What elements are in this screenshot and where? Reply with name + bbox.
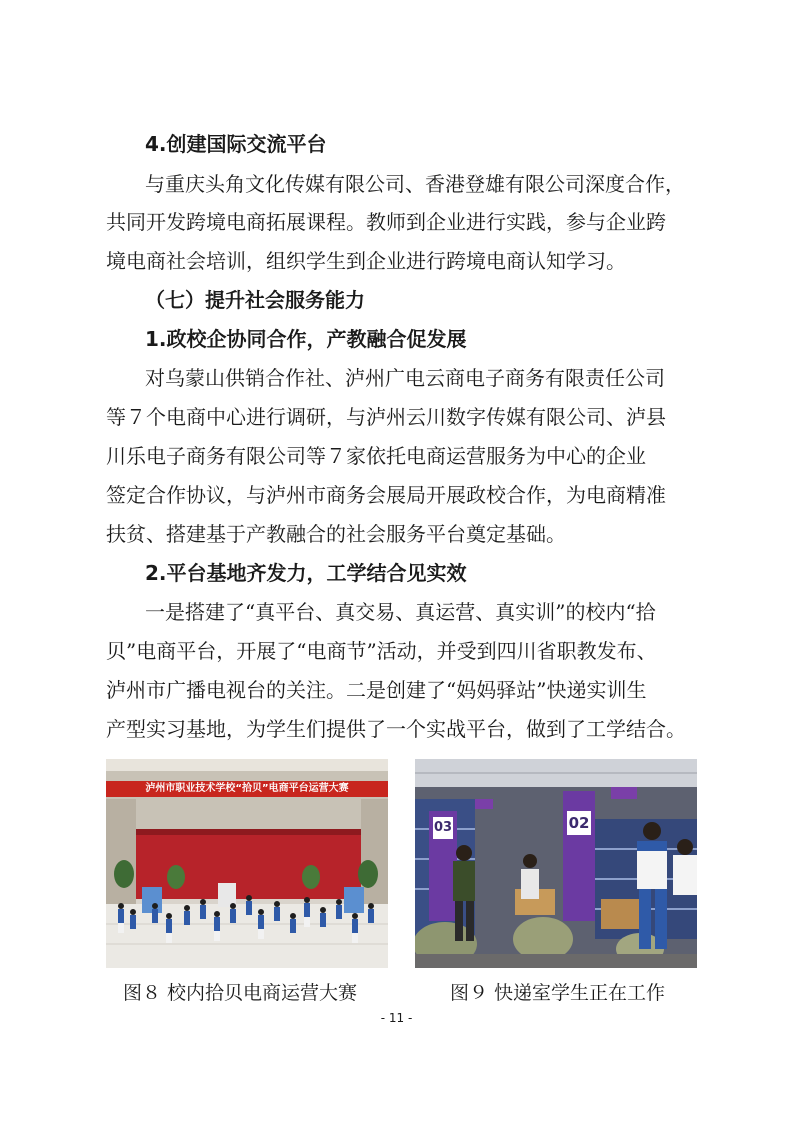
heading-platform-base: 2.平台基地齐发力，工学结合见实效	[145, 561, 467, 585]
paragraph-line: 泸州市广播电视台的关注。二是创建了“妈妈驿站”快递实训生	[106, 678, 647, 702]
paragraph-line: 等７个电商中心进行调研，与泸州云川数字传媒有限公司、泸县	[106, 405, 666, 429]
heading-intl-platform: 4.创建国际交流平台	[145, 132, 327, 156]
figure-8-caption: 图８ 校内拾贝电商运营大赛	[123, 982, 358, 1004]
figure-8-banner: 泸州市职业技术学校“拾贝”电商平台运营大赛	[145, 783, 349, 794]
paragraph-line: 对乌蒙山供销合作社、泸州广电云商电子商务有限责任公司	[145, 366, 665, 390]
paragraph-line: 产型实习基地，为学生们提供了一个实战平台，做到了工学结合。	[106, 717, 686, 741]
paragraph-line: 一是搭建了“真平台、真交易、真运营、真实训”的校内“拾	[145, 600, 656, 624]
paragraph-line: 共同开发跨境电商拓展课程。教师到企业进行实践，参与企业跨	[106, 210, 666, 234]
heading-cooperation: 1.政校企协同合作，产教融合促发展	[145, 327, 467, 351]
shelf-sign-b: 02	[568, 814, 590, 832]
paragraph-line: 与重庆头角文化传媒有限公司、香港登雄有限公司深度合作，	[145, 172, 685, 196]
paragraph-line: 境电商社会培训，组织学生到企业进行跨境电商认知学习。	[106, 249, 626, 273]
paragraph-line: 川乐电子商务有限公司等７家依托电商运营服务为中心的企业	[106, 444, 646, 468]
heading-section-seven: （七）提升社会服务能力	[145, 288, 365, 312]
paragraph-line: 贝”电商平台，开展了“电商节”活动，并受到四川省职教发布、	[106, 639, 657, 663]
shelf-sign-a: 03	[433, 820, 453, 835]
figure-9-caption: 图９ 快递室学生正在工作	[450, 982, 666, 1004]
paragraph-line: 扶贫、搭建基于产教融合的社会服务平台奠定基础。	[106, 522, 566, 546]
figure-9-photo	[415, 759, 697, 968]
paragraph-line: 签定合作协议，与泸州市商务会展局开展政校合作，为电商精准	[106, 483, 666, 507]
page-number: - 11 -	[380, 1011, 413, 1025]
figure-8-photo	[106, 759, 388, 968]
